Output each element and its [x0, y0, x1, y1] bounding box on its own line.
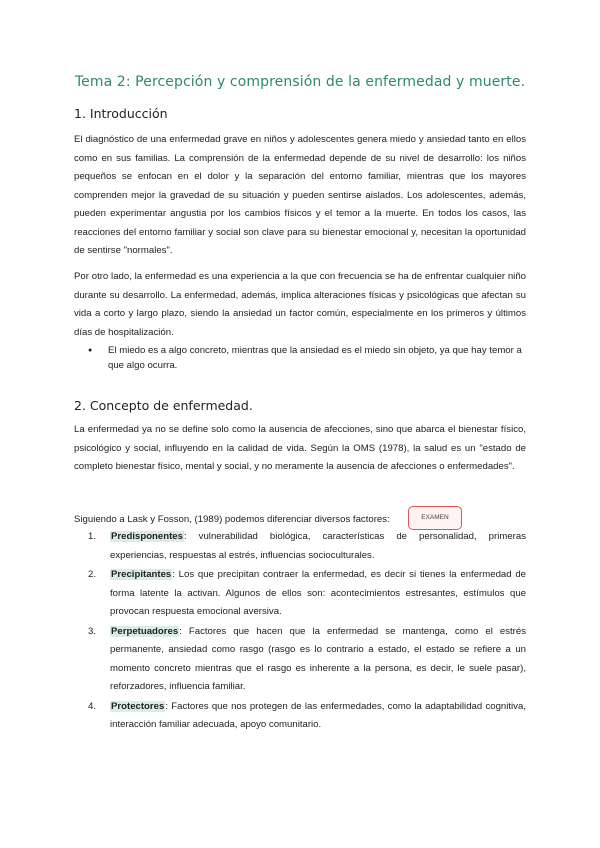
factor-item	[74, 623, 526, 697]
page-title: Tema 2: Percepción y comprensión de la enfermedad y muerte.	[74, 74, 526, 90]
intro-paragraph-2: Por otro lado, la enfermedad es una experiencia a la que con frecuencia se ha de enfrentar cualquier niño durante su desarrollo. La enfermedad, además, implica alteraciones físicas y psicológicas que afectan su vida a corto y largo plazo, siendo la ansiedad un factor común, especialmente en los primeros y últimos días de hospitalización.	[74, 271, 526, 338]
factor-item	[74, 698, 526, 735]
factor-term: Protectores	[111, 700, 165, 712]
factor-term: Perpetuadores	[111, 625, 179, 637]
factor-term: Predisponentes	[111, 531, 183, 542]
factor-number: 2.	[88, 569, 97, 580]
section-heading-introduccion: 1. Introducción	[74, 106, 168, 121]
factor-description: : Factores que hacen que la enfermedad se mantenga, como el estrés permanente, ansiedad como rasgo (rasgo es lo contrario a estado, el estado se refiere a un momento concreto mientras que el rasgo es inherente a la persona, es decir, le suele pasar), reforzadores, influencia familiar.	[110, 625, 526, 692]
factor-description: : Factores que nos protegen de las enfermedades, como la adaptabilidad cognitiva, interacción familiar adecuada, apoyo comunitario.	[110, 700, 526, 730]
intro-paragraph-1: El diagnóstico de una enfermedad grave en niños y adolescentes genera miedo y ansiedad tanto en ellos como en sus familias. La comprensión de la enfermedad depende de su nivel de desarrollo: los niños pequeños se enfocan en el dolor y la separación del entorno familiar, mientras que los mayores comprenden mejor la gravedad de su situación y pueden sentirse aislados. Los adolescentes, además, pueden experimentar angustia por los cambios físicos y el temor a la muerte. En todos los casos, las reacciones del entorno familiar y social son clave para su bienestar emocional y, necesitan la oportunidad de sentirse "normales".	[74, 134, 526, 256]
factor-item	[74, 528, 526, 565]
exam-badge: EXAMEN	[408, 506, 462, 530]
factors-list	[74, 528, 526, 736]
factor-term: Precipitantes	[111, 569, 172, 580]
factor-item	[74, 566, 526, 622]
factor-description: : Los que precipitan contraer la enfermedad, es decir si tienes la enfermedad de forma latente la activan. Algunos de ellos son: acontecimientos estresantes, estímulos que provocan respuesta emocional aversiva.	[110, 569, 526, 617]
section-heading-concepto: 2. Concepto de enfermedad.	[74, 398, 253, 413]
list-item: ● El miedo es a algo concreto, mientras que la ansiedad es el miedo sin objeto, ya que hay temor a que algo ocurra.	[74, 343, 526, 373]
concepto-paragraph: La enfermedad ya no se define solo como la ausencia de afecciones, sino que abarca el bienestar físico, psicológico y social, influyendo en la calidad de vida. Según la OMS (1978), la salud es un "estado de completo bienestar físico, mental y social, y no meramente la ausencia de afecciones o enfermedades".	[74, 424, 526, 472]
factor-number: 3.	[88, 625, 97, 637]
factor-number: 1.	[88, 531, 97, 542]
factor-description: : vulnerabilidad biológica, características de personalidad, primeras experiencias, respuestas al estrés, influencias socioculturales.	[110, 531, 526, 561]
factors-intro: Siguiendo a Lask y Fosson, (1989) podemos diferenciar diversos factores:	[74, 514, 390, 525]
factor-number: 4.	[88, 700, 97, 712]
bullet-list	[74, 343, 526, 373]
